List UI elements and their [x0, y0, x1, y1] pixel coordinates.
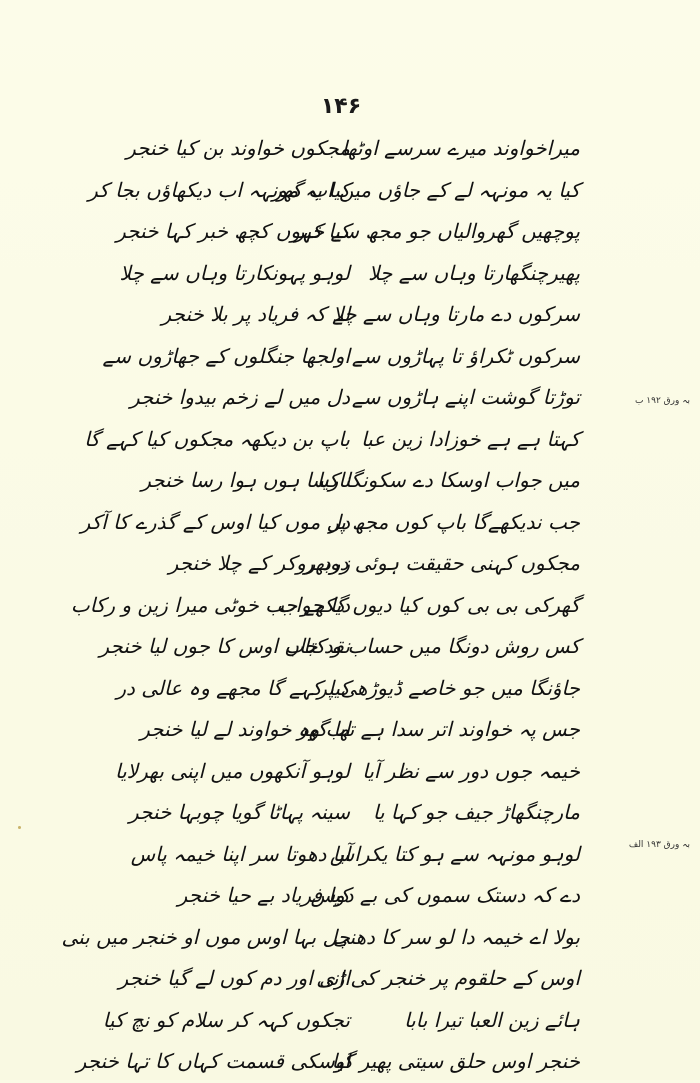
verse-line: کیا فریاد بے حیا خنجر [177, 883, 350, 907]
verse-line: مارچنگھاڑ جیف جو کہا یا [372, 800, 580, 824]
verse-line: اوس کے حلقوم پر خنجر کی انی [316, 966, 580, 990]
verse-line: میراخواوند میرے سرسے اوٹھا [341, 136, 580, 160]
verse-line: کیا یہ مونہہ اب دیکھاؤں بجا کر [88, 177, 350, 202]
verse-line: نقد جاں اوس کا جوں لیا خنجر [99, 634, 350, 658]
verse-line: نارسا ہوں ہوا رسا خنجر [141, 468, 350, 492]
verse-line: جس پہ خواوند اتر سدا ہے تھا گھر [297, 717, 580, 741]
verse-line: خیمہ جوں دور سے نظر آیا [362, 758, 580, 783]
verse-line: توڑتا گوشت اپنے ہاڑوں سے [351, 385, 580, 409]
verse-line: دے کہ دستک سموں کی بے دوس [310, 883, 580, 907]
verse-line: باپ بن دیکھہ مجکوں کیا کہے گا [84, 426, 350, 451]
verse-line: اولجھا جنگلوں کے جھاڑوں سے [102, 343, 350, 368]
verse-line: بولا اے خیمہ دا لو سر کا دھنی [332, 924, 580, 949]
verse-line: گھرکی بی بی کوں کیا دیوں گا جواب [276, 592, 580, 617]
verse-line: کیا یہ مونہہ لے کے جاؤں میں اب گھر [272, 177, 580, 202]
verse-line: کیا کہے گا مجھے وہ عالی در [116, 675, 350, 700]
verse-line: میں جواب اوسکا دے سکونگا کیا [316, 468, 580, 492]
verse-line: دل موں کیا اوس کے گذرے کا آکر [80, 509, 350, 534]
verse-line: سرکوں ٹکراؤ تا پہاڑوں سے [351, 343, 580, 368]
verse-line: دل میں لے زخم بیدوا خنجر [130, 385, 350, 409]
verse-line: سرکوں دے مارتا وہاں سے چلا [332, 302, 580, 326]
verse-line: اب وہ خواوند لے لیا خنجر [140, 717, 350, 741]
verse-line: مجکوں کہنی حقیقت ہوئی دوبھر [303, 551, 580, 575]
verse-line: ہائے زین العبا تیرا بابا [404, 1007, 580, 1032]
paper-speck [18, 826, 21, 829]
verse-line: پوچھیں گھروالیاں جو مجھ سے خبر [294, 219, 580, 243]
verse-line: لے کہ فریاد پر بلا خنجر [161, 302, 350, 326]
verse-line: چل بہا اوس موں او خنجر میں بنی [61, 924, 350, 949]
verse-line: اڑی اور دم کوں لے گیا خنجر [118, 966, 350, 990]
verse-line: زرد روکر کے چلا خنجر [168, 551, 350, 575]
page-number: ۱۴۶ [320, 94, 362, 119]
verse-line: کہتا ہے ہے خوزادا زین عبا [361, 426, 580, 451]
verse-line: اوسکی قسمت کہاں کا تہا خنجر [76, 1049, 350, 1073]
verse-line: لوہو پہونکارتا وہاں سے چلا [119, 260, 350, 285]
right-verse-column [272, 128, 580, 1083]
verse-line: جاؤنگا میں جو خاصے ڈیوڑھی پر [317, 675, 580, 700]
verse-line: سینہ پہاٹا گویا چوبہا خنجر [129, 800, 350, 824]
verse-line: دیکھے جب خوٹی میرا زین و رکاب [70, 592, 350, 617]
margin-note-folio-192b: بہ ورق ۱۹۲ ب [634, 396, 690, 406]
verse-line: کس روش دونگا میں حساب و کتاب [284, 634, 580, 658]
verse-line: پھیرچنگھارتا وہاں سے چلا [368, 260, 580, 285]
verse-line: کیا کہوں کچھ خبر کہا خنجر [116, 219, 350, 243]
verse-line: آیا دھوتا سر اپنا خیمہ پاس [130, 841, 350, 866]
verse-line: جب ندیکھےگا باپ کوں مجھ پر [329, 509, 580, 534]
verse-line: مجکوں خواوند بن کیا خنجر [126, 136, 350, 160]
margin-note-folio-193a: بہ ورق ۱۹۳ الف [628, 840, 690, 850]
left-verse-column [61, 128, 350, 1083]
verse-line: تجکوں کہہ کر سلام کو نچ کیا [102, 1007, 350, 1032]
verse-line: خنجر اوس حلق سیتی پھیر گیا [331, 1049, 580, 1073]
verse-line: لوہو مونہہ سے ہو کتا یکراس [329, 841, 580, 866]
verse-line: لوہو آنکھوں میں اپنی بھرلایا [115, 758, 350, 783]
